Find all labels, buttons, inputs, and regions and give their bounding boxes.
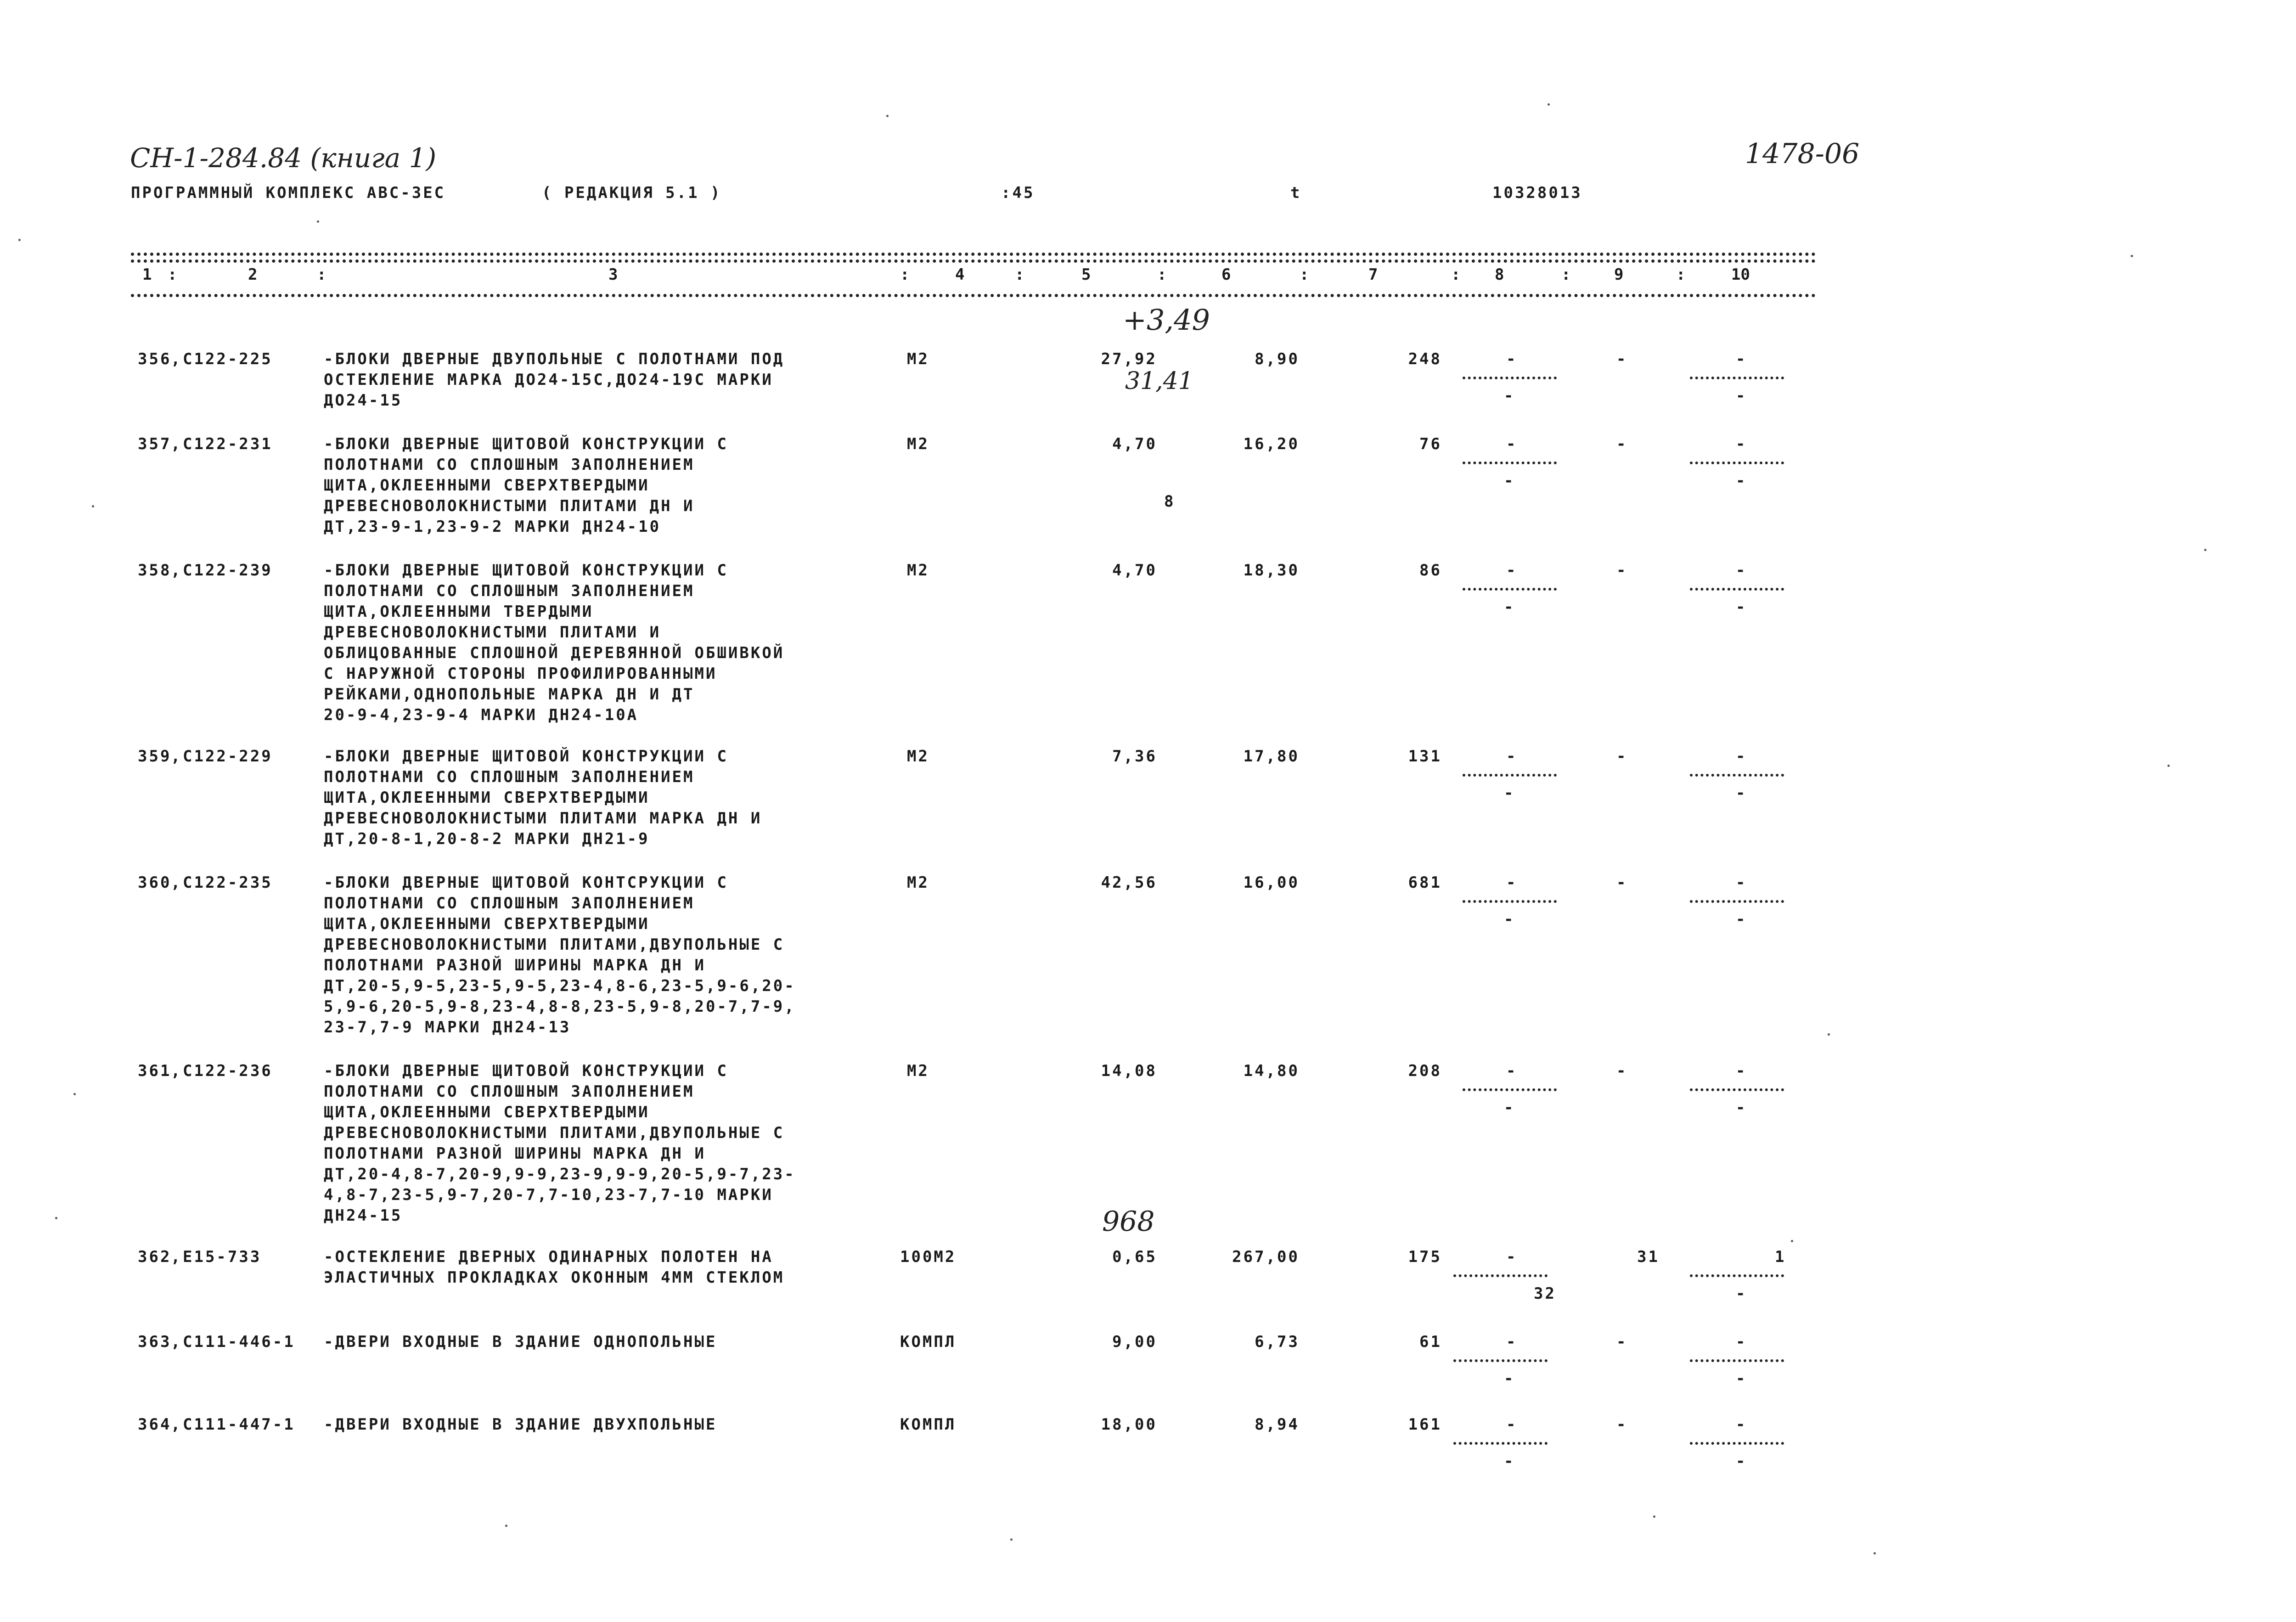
row-quantity: 18,00 (1101, 1415, 1157, 1434)
page-number: :45 (1001, 184, 1035, 202)
row-col9: - (1616, 747, 1628, 766)
column-separator: : (1015, 265, 1024, 284)
row-col8: - (1506, 435, 1518, 453)
row-price: 16,20 (1243, 435, 1300, 453)
subtotal-rule-col8 (1453, 1359, 1548, 1362)
row-total: 175 (1408, 1248, 1442, 1266)
scan-speck (1548, 103, 1550, 106)
row-number: 361 (138, 1062, 172, 1080)
column-header-8: 8 (1495, 265, 1504, 284)
row-col9: - (1616, 350, 1628, 368)
row-col10-bottom: - (1736, 1284, 1747, 1303)
row-col9: - (1616, 1333, 1628, 1351)
row-description: -БЛОКИ ДВЕРНЫЕ ЩИТОВОЙ КОНСТРУКЦИИ С ПОЛОТНАМИ СО СПЛОШНЫМ ЗАПОЛНЕНИЕМ ЩИТА,ОКЛЕЕННЫМИ ТВЕРДЫМИ ДРЕВЕСНОВОЛОКНИСТЫМИ ПЛИТАМИ И ОБЛИЦОВАННЫЕ СПЛОШНОЙ ДЕРЕВЯННОЙ ОБШИВКОЙ С НАРУЖНОЙ СТОРОНЫ ПРОФИЛИРОВАННЫМИ РЕЙКАМИ,ОДНОПОЛЬНЫЕ МАРКА ДН И ДТ 20-9-4,23-9-4 МАРКИ ДН24-10А (324, 561, 785, 724)
row-col10-bottom: - (1736, 472, 1747, 490)
scan-speck (2167, 765, 2170, 767)
row-comma: , (171, 1062, 182, 1080)
row-number: 362 (138, 1248, 172, 1266)
scan-speck (55, 1217, 57, 1219)
revision-label: ( РЕДАКЦИЯ 5.1 ) (542, 184, 722, 202)
scan-speck (2204, 549, 2206, 551)
row-unit: М2 (907, 873, 929, 892)
row-col8: - (1506, 873, 1518, 892)
header-rule-bottom (131, 294, 1816, 297)
column-header-6: 6 (1221, 265, 1231, 284)
scan-speck (1010, 1538, 1013, 1541)
row-unit: М2 (907, 435, 929, 453)
row-quantity: 42,56 (1101, 873, 1157, 892)
row-price: 16,00 (1243, 873, 1300, 892)
subtotal-rule-col10 (1690, 1274, 1784, 1277)
row-col8: - (1506, 747, 1518, 766)
subtotal-rule-col8 (1453, 1442, 1548, 1445)
subtotal-rule-col8 (1463, 900, 1557, 903)
column-separator: : (1451, 265, 1461, 284)
row-price: 267,00 (1232, 1248, 1300, 1266)
row-col10-bottom: - (1736, 387, 1747, 405)
row-col10: - (1736, 561, 1747, 580)
column-header-3: 3 (608, 265, 618, 284)
row-comma: , (171, 1248, 182, 1266)
row-unit: М2 (907, 350, 929, 368)
row-code: Е15-733 (183, 1248, 262, 1266)
scan-speck (18, 239, 21, 241)
row-description: -БЛОКИ ДВЕРНЫЕ ДВУПОЛЬНЫЕ С ПОЛОТНАМИ ПОД ОСТЕКЛЕНИЕ МАРКА ДО24-15С,ДО24-19С МАРКИ ДО24-15 (324, 350, 785, 410)
row-code: С122-236 (183, 1062, 273, 1080)
row-col10: - (1736, 1062, 1747, 1080)
row-description: -ДВЕРИ ВХОДНЫЕ В ЗДАНИЕ ОДНОПОЛЬНЫЕ (324, 1333, 717, 1351)
row-total: 208 (1408, 1062, 1442, 1080)
column-header-5: 5 (1081, 265, 1091, 284)
document-code: 10328013 (1492, 184, 1582, 202)
row-code: С122-231 (183, 435, 273, 453)
row-code: С122-225 (183, 350, 273, 368)
handwritten-note-plus: +3,49 (1123, 303, 1210, 337)
header-rule-mid (131, 259, 1816, 263)
row-code: С122-239 (183, 561, 273, 580)
row-col10: - (1736, 1415, 1747, 1434)
row-col8-bottom: - (1504, 1452, 1515, 1470)
row-price: 8,94 (1255, 1415, 1300, 1434)
row-col8-bottom: 32 (1534, 1284, 1556, 1303)
row-number: 363 (138, 1333, 172, 1351)
row-comma: , (171, 561, 182, 580)
row-col10: 1 (1775, 1248, 1786, 1266)
row-price: 14,80 (1243, 1062, 1300, 1080)
row-quantity: 4,70 (1112, 435, 1157, 453)
row-description: -ОСТЕКЛЕНИЕ ДВЕРНЫХ ОДИНАРНЫХ ПОЛОТЕН НА ЭЛАСТИЧНЫХ ПРОКЛАДКАХ ОКОННЫМ 4ММ СТЕКЛОМ (324, 1248, 785, 1287)
row-code: С111-446-1 (183, 1333, 295, 1351)
program-title: ПРОГРАММНЫЙ КОМПЛЕКС АВС-ЗЕС (131, 184, 446, 202)
row-col8-bottom: - (1504, 1369, 1515, 1388)
row-col9: - (1616, 1415, 1628, 1434)
subtotal-rule-col10 (1690, 588, 1784, 591)
row-unit: КОМПЛ (900, 1415, 957, 1434)
handwritten-note-968: 968 (1102, 1205, 1155, 1238)
row-code: С111-447-1 (183, 1415, 295, 1434)
column-header-9: 9 (1614, 265, 1624, 284)
row-quantity: 14,08 (1101, 1062, 1157, 1080)
subtotal-rule-col10 (1690, 1088, 1784, 1091)
row-col10: - (1736, 350, 1747, 368)
subtotal-rule-col8 (1463, 1088, 1557, 1091)
row-comma: , (171, 1415, 182, 1434)
row-comma: , (171, 873, 182, 892)
header-rule-top (131, 253, 1816, 256)
row-comma: , (171, 1333, 182, 1351)
column-header-1: 1 (142, 265, 152, 284)
row-col10-bottom: - (1736, 598, 1747, 616)
row-col10: - (1736, 873, 1747, 892)
row-total: 248 (1408, 350, 1442, 368)
row-unit: 100М2 (900, 1248, 957, 1266)
row-quantity: 9,00 (1112, 1333, 1157, 1351)
row-unit: КОМПЛ (900, 1333, 957, 1351)
row-col8-bottom: - (1504, 387, 1515, 405)
row-total: 76 (1419, 435, 1442, 453)
row-price: 8,90 (1255, 350, 1300, 368)
scan-speck (2131, 255, 2133, 257)
row-number: 356 (138, 350, 172, 368)
subtotal-rule-col10 (1690, 900, 1784, 903)
row-col8-bottom: - (1504, 784, 1515, 802)
subtotal-rule-col8 (1453, 1274, 1548, 1277)
row-extra-mark: 8 (1164, 492, 1176, 511)
column-header-7: 7 (1368, 265, 1378, 284)
row-total: 681 (1408, 873, 1442, 892)
scan-speck (317, 220, 319, 223)
row-col9: 31 (1637, 1248, 1660, 1266)
column-separator: : (168, 265, 177, 284)
scan-speck (1828, 1033, 1830, 1036)
row-price: 17,80 (1243, 747, 1300, 766)
column-separator: : (1157, 265, 1167, 284)
row-comma: , (171, 435, 182, 453)
subtotal-rule-col8 (1463, 462, 1557, 464)
row-comma: , (171, 747, 182, 766)
row-col8-bottom: - (1504, 910, 1515, 929)
column-separator: : (900, 265, 910, 284)
row-unit: М2 (907, 1062, 929, 1080)
row-number: 364 (138, 1415, 172, 1434)
row-description: -БЛОКИ ДВЕРНЫЕ ЩИТОВОЙ КОНТСРУКЦИИ С ПОЛОТНАМИ СО СПЛОШНЫМ ЗАПОЛНЕНИЕМ ЩИТА,ОКЛЕЕННЫМИ СВЕРХТВЕРДЫМИ ДРЕВЕСНОВОЛОКНИСТЫМИ ПЛИТАМИ,ДВУПОЛЬНЫЕ С ПОЛОТНАМИ РАЗНОЙ ШИРИНЫ МАРКА ДН И ДТ,20-5,9-5,23-5,9-5,23-4,8-6,23-5,9-6,20- 5,9-6,20-5,9-8,23-4,8-8,23-5,9-8,20-7,7-9, 23-7,7-9 МАРКИ ДН24-13 (324, 873, 796, 1036)
column-header-10: 10 (1731, 265, 1750, 284)
row-col8: - (1506, 561, 1518, 580)
row-col10-bottom: - (1736, 1098, 1747, 1117)
row-quantity: 0,65 (1112, 1248, 1157, 1266)
row-col8: - (1506, 1062, 1518, 1080)
subtotal-rule-col8 (1463, 377, 1557, 379)
row-col10-bottom: - (1736, 910, 1747, 929)
subtotal-rule-col8 (1463, 588, 1557, 591)
row-col9: - (1616, 435, 1628, 453)
row-col8: - (1506, 1415, 1518, 1434)
row-number: 357 (138, 435, 172, 453)
row-quantity: 7,36 (1112, 747, 1157, 766)
row-total: 86 (1419, 561, 1442, 580)
row-col10: - (1736, 435, 1747, 453)
row-comma: , (171, 350, 182, 368)
row-total: 61 (1419, 1333, 1442, 1351)
column-separator: : (317, 265, 326, 284)
column-header-4: 4 (955, 265, 965, 284)
row-col9: - (1616, 1062, 1628, 1080)
handwritten-doc-number: 1478-06 (1745, 138, 1860, 170)
column-separator: : (1561, 265, 1571, 284)
row-col10-bottom: - (1736, 784, 1747, 802)
row-code: С122-235 (183, 873, 273, 892)
row-col8-bottom: - (1504, 472, 1515, 490)
row-col10: - (1736, 1333, 1747, 1351)
subtotal-rule-col10 (1690, 462, 1784, 464)
row-total: 161 (1408, 1415, 1442, 1434)
column-header-2: 2 (248, 265, 258, 284)
row-number: 360 (138, 873, 172, 892)
scan-speck (886, 115, 889, 117)
handwritten-doc-reference: СН-1-284.84 (книга 1) (130, 142, 437, 174)
row-number: 359 (138, 747, 172, 766)
scan-speck (92, 505, 94, 507)
scan-speck (1653, 1515, 1655, 1518)
subtotal-rule-col10 (1690, 377, 1784, 379)
row-col9: - (1616, 873, 1628, 892)
row-col8-bottom: - (1504, 1098, 1515, 1117)
row-price: 6,73 (1255, 1333, 1300, 1351)
row-col10-bottom: - (1736, 1452, 1747, 1470)
scan-speck (505, 1525, 507, 1527)
header-mark: t (1290, 184, 1302, 202)
row-description: -БЛОКИ ДВЕРНЫЕ ЩИТОВОЙ КОНСТРУКЦИИ С ПОЛОТНАМИ СО СПЛОШНЫМ ЗАПОЛНЕНИЕМ ЩИТА,ОКЛЕЕННЫМИ СВЕРХТВЕРДЫМИ ДРЕВЕСНОВОЛОКНИСТЫМИ ПЛИТАМИ МАРКА ДН И ДТ,20-8-1,20-8-2 МАРКИ ДН21-9 (324, 747, 762, 848)
row-quantity: 27,92 (1101, 350, 1157, 368)
subtotal-rule-col10 (1690, 1359, 1784, 1362)
row-col8: - (1506, 350, 1518, 368)
row-col9: - (1616, 561, 1628, 580)
row-code: С122-229 (183, 747, 273, 766)
subtotal-rule-col10 (1690, 774, 1784, 777)
column-separator: : (1300, 265, 1309, 284)
row-description: -БЛОКИ ДВЕРНЫЕ ЩИТОВОЙ КОНСТРУКЦИИ С ПОЛОТНАМИ СО СПЛОШНЫМ ЗАПОЛНЕНИЕМ ЩИТА,ОКЛЕЕННЫМИ СВЕРХТВЕРДЫМИ ДРЕВЕСНОВОЛОКНИСТЫМИ ПЛИТАМИ,ДВУПОЛЬНЫЕ С ПОЛОТНАМИ РАЗНОЙ ШИРИНЫ МАРКА ДН И ДТ,20-4,8-7,20-9,9-9,23-9,9-9,20-5,9-7,23- 4,8-7,23-5,9-7,20-7,7-10,23-7,7-10 МАРКИ ДН24-15 (324, 1062, 796, 1225)
row-col8-bottom: - (1504, 598, 1515, 616)
row-unit: М2 (907, 561, 929, 580)
subtotal-rule-col10 (1690, 1442, 1784, 1445)
row-number: 358 (138, 561, 172, 580)
row-quantity: 4,70 (1112, 561, 1157, 580)
row-description: -БЛОКИ ДВЕРНЫЕ ЩИТОВОЙ КОНСТРУКЦИИ С ПОЛОТНАМИ СО СПЛОШНЫМ ЗАПОЛНЕНИЕМ ЩИТА,ОКЛЕЕННЫМИ СВЕРХТВЕРДЫМИ ДРЕВЕСНОВОЛОКНИСТЫМИ ПЛИТАМИ ДН И ДТ,23-9-1,23-9-2 МАРКИ ДН24-10 (324, 435, 728, 536)
row-price: 18,30 (1243, 561, 1300, 580)
row-total: 131 (1408, 747, 1442, 766)
row-unit: М2 (907, 747, 929, 766)
row-col8: - (1506, 1333, 1518, 1351)
row-col8: - (1506, 1248, 1518, 1266)
row-description: -ДВЕРИ ВХОДНЫЕ В ЗДАНИЕ ДВУХПОЛЬНЫЕ (324, 1415, 717, 1434)
column-separator: : (1676, 265, 1686, 284)
handwritten-note-total: 31,41 (1125, 367, 1193, 395)
row-col10-bottom: - (1736, 1369, 1747, 1388)
subtotal-rule-col8 (1463, 774, 1557, 777)
scan-speck (1791, 1240, 1793, 1242)
scan-speck (73, 1093, 76, 1095)
scan-speck (1874, 1552, 1876, 1554)
row-col10: - (1736, 747, 1747, 766)
